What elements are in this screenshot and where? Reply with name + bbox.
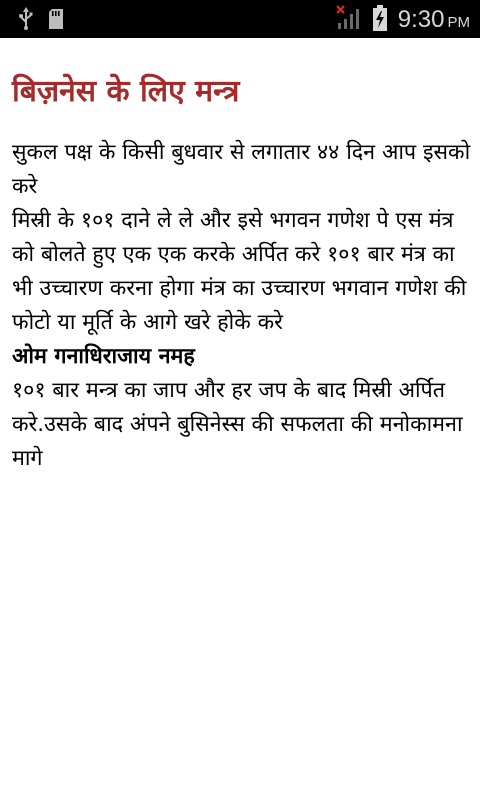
status-bar-system	[336, 4, 470, 36]
clock-time: 9:30	[397, 6, 445, 33]
clock-ampm: PM	[447, 14, 470, 31]
article-paragraph-intro: सुकल पक्ष के किसी बुधवार से लगातार ४४ दिन आप इसको करे	[12, 140, 471, 199]
article-title: बिज़नेस के लिए मन्त्र	[12, 74, 240, 109]
battery-charging-icon	[372, 4, 388, 36]
mantra-text: ओम गनाधिराजाय नमह	[12, 344, 195, 369]
sd-card-icon	[48, 8, 64, 34]
status-bar-notifications	[18, 7, 64, 35]
article-paragraph-method: मिस्री के १०१ दाने ले ले और इसे भगवन गणेश पे एस मंत्र को बोलते हुए एक एक करके अर्पित करे १०१ बार मंत्र का भी उच्चारण करना होगा मंत्र का उच्चारण भगवान गणेश की फोटो या मूर्ति के आगे खरे होके करे	[12, 208, 467, 335]
usb-icon	[18, 7, 34, 35]
article	[12, 70, 474, 476]
article-paragraph-closing: १०१ बार मन्त्र का जाप और हर जप के बाद मिस्री अर्पित करे.उसके बाद अंपने बुसिनेस्स की सफलता की मनोकामना मागे	[12, 378, 463, 471]
status-bar	[0, 0, 480, 38]
signal-no-service-icon	[336, 5, 362, 35]
article-body	[12, 136, 474, 476]
clock	[398, 6, 470, 34]
